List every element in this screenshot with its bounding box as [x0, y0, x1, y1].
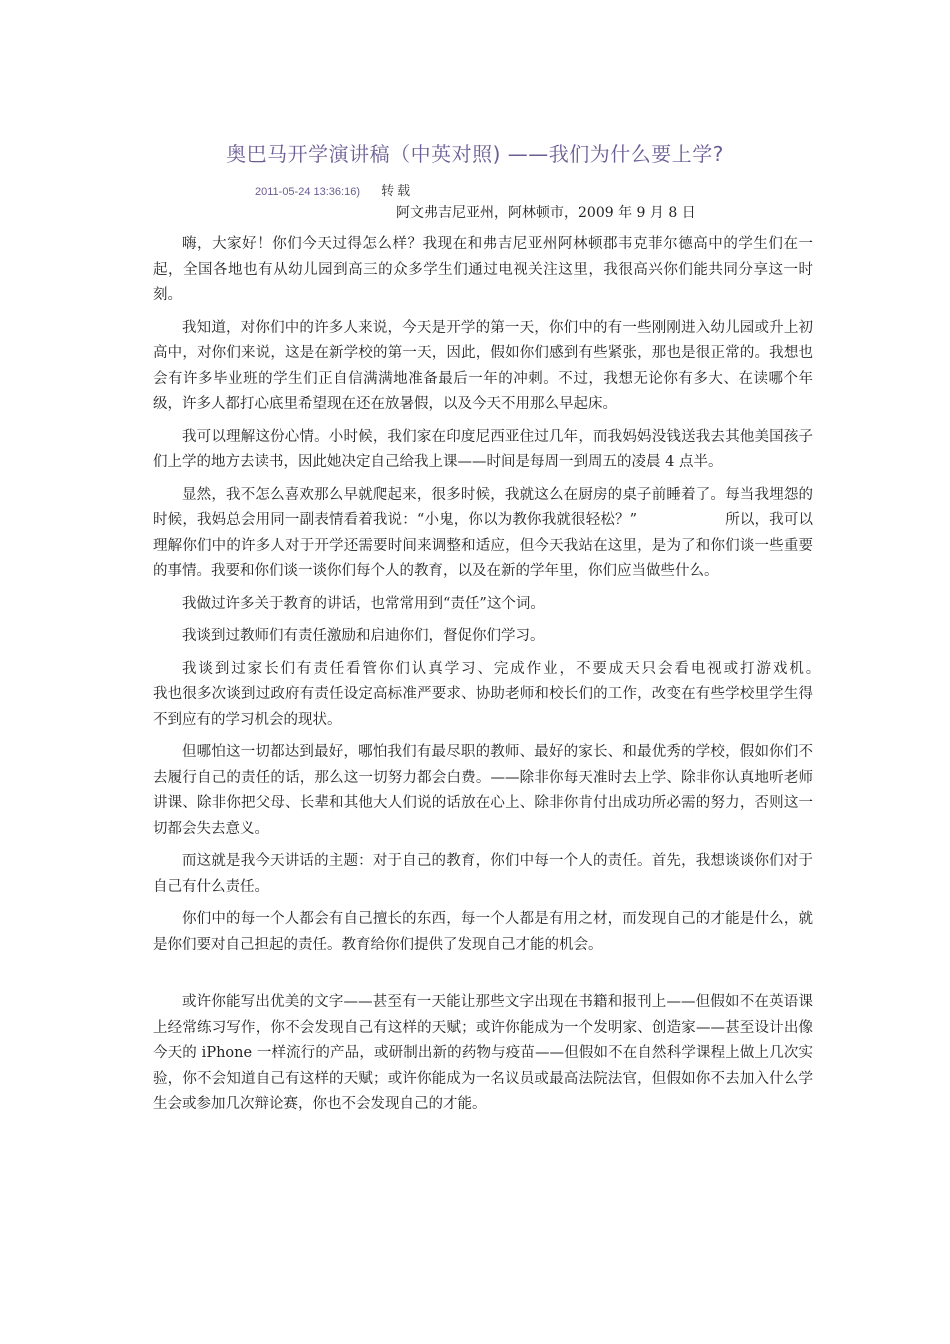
paragraph: 而这就是我今天讲话的主题：对于自己的教育，你们中每一个人的责任。首先，我想谈谈你们对于自己有什么责任。	[153, 853, 813, 895]
paragraph: 你们中的每一个人都会有自己擅长的东西，每一个人都是有用之材，而发现自己的才能是什么，就是你们要对自己担起的责任。教育给你们提供了发现自己才能的机会。	[153, 911, 813, 953]
paragraph: 但哪怕这一切都达到最好，哪怕我们有最尽职的教师、最好的家长、和最优秀的学校，假如你们不去履行自己的责任的话，那么这一切努力都会白费。——除非你每天准时去上学、除非你认真地听老师讲课、除非你把父母、长辈和其他大人们说的话放在心上、除非你肯付出成功所必需的努力，否则这一切都会失去意义。	[153, 744, 813, 837]
paragraph: 我谈到过家长们有责任看管你们认真学习、完成作业，不要成天只会看电视或打游戏机。 我也很多次谈到过政府有责任设定高标准严要求、协助老师和校长们的工作，改变在有些学校里学生得不到应有的学习机会的现状。	[153, 660, 900, 728]
repost-tag: 转载	[381, 184, 414, 199]
paragraph: 我谈到过教师们有责任激励和启迪你们，督促你们学习。	[182, 628, 545, 644]
place-date-line: 阿文弗吉尼亚州，阿林顿市，2009 年 9 月 8 日	[396, 205, 696, 221]
paragraph: 显然，我不怎么喜欢那么早就爬起来，很多时候，我就这么在厨房的桌子前睡着了。每当我埋怨的时候，我妈总会用同一副表情看着我说：“小鬼，你以为教你我就很轻松？” 所以，我可以理解你们中的许多人对于开学还需要时间来调整和适应，但今天我站在这里，是为了和你们谈一些重要的事情。我要和你们谈一谈你们每个人的教育，以及在新的学年里，你们应当做些什么。	[153, 486, 813, 579]
paragraph: 我做过许多关于教育的讲话，也常常用到“责任”这个词。	[182, 595, 545, 612]
paragraph: 嗨，大家好！你们今天过得怎么样？我现在和弗吉尼亚州阿林顿郡韦克菲尔德高中的学生们在一起，全国各地也有从幼儿园到高三的众多学生们通过电视关注这里，我很高兴你们能共同分享这一时刻。	[153, 236, 813, 303]
paragraph: 我可以理解这份心情。小时候，我们家在印度尼西亚住过几年，而我妈妈没钱送我去其他美国孩子们上学的地方去读书，因此她决定自己给我上课——时间是每周一到周五的凌晨 4 点半。	[153, 428, 813, 470]
post-date: 2011-05-24 13:36:16)	[255, 186, 360, 198]
post-meta	[255, 180, 413, 199]
paragraph: 或许你能写出优美的文字——甚至有一天能让那些文字出现在书籍和报刊上——但假如不在英语课上经常练习写作，你不会发现自己有这样的天赋；或许你能成为一个发明家、创造家——甚至设计出像今天的 iPhone 一样流行的产品，或研制出新的药物与疫苗——但假如不在自然科学课程上做上几次实验，你不会知道自己有这样的天赋；或许你能成为一名议员或最高法院法官，但假如你不去加入什么学生会或参加几次辩论赛，你也不会发现自己的才能。	[153, 994, 813, 1112]
article-body	[153, 232, 900, 1125]
paragraph: 我知道，对你们中的许多人来说，今天是开学的第一天，你们中的有一些刚刚进入幼儿园或升上初高中，对你们来说，这是在新学校的第一天，因此，假如你们感到有些紧张，那也是很正常的。我想也会有许多毕业班的学生们正自信满满地准备最后一年的冲刺。不过，我想无论你有多大、在读哪个年级，许多人都打心底里希望现在还在放暑假，以及今天不用那么早起床。	[153, 319, 813, 412]
page-title: 奥巴马开学演讲稿（中英对照) ——我们为什么要上学?	[226, 142, 724, 166]
